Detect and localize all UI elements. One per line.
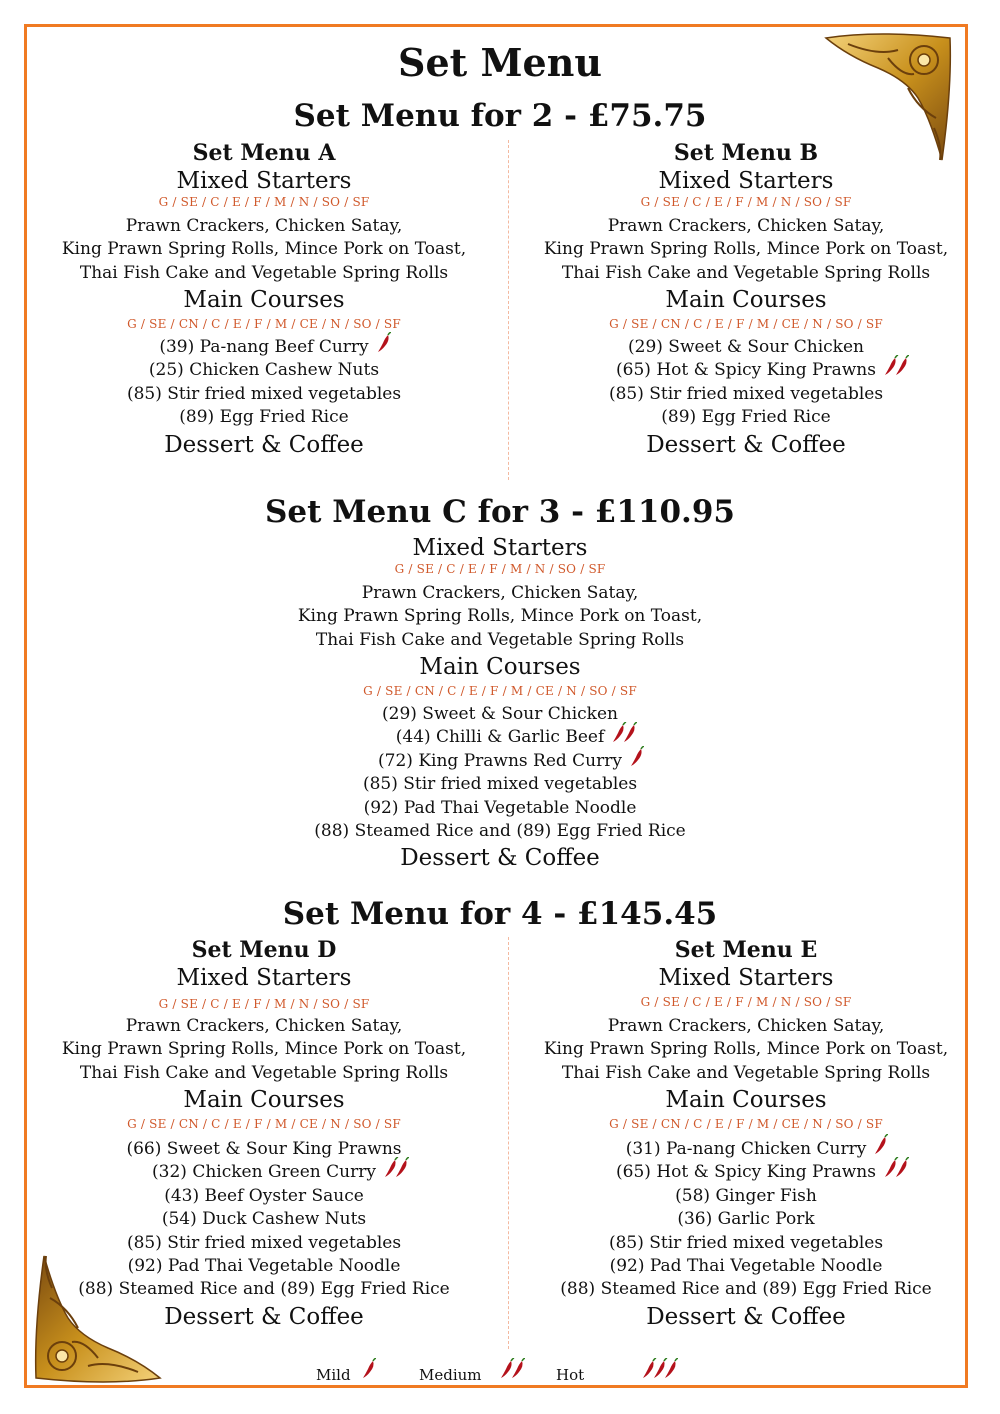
spice-indicator	[630, 746, 644, 775]
dish-name: (32) Chicken Green Curry	[152, 1162, 376, 1183]
dish-name: (92) Pad Thai Vegetable Noodle	[609, 1255, 883, 1276]
starter-line: Prawn Crackers, Chicken Satay,	[607, 216, 885, 236]
chili-mild-icon	[377, 332, 391, 354]
starter-line: King Prawn Spring Rolls, Mince Pork on Toast,	[543, 1039, 949, 1060]
dish-line	[0, 703, 1000, 726]
dish-line	[0, 750, 1000, 773]
starters-list	[512, 1015, 980, 1085]
dish-name: (66) Sweet & Sour King Prawns	[126, 1138, 402, 1159]
mains-allergens: G / SE / CN / C / E / F / M / CE / N / SO / SF	[609, 316, 883, 331]
chili-medium-icon	[384, 1157, 409, 1179]
starters-allergens: G / SE / C / E / F / M / N / SO / SF	[158, 997, 370, 1011]
dish-name: (65) Hot & Spicy King Prawns	[616, 360, 876, 381]
legend-chili	[500, 1358, 525, 1384]
starter-line: Thai Fish Cake and Vegetable Spring Rolls	[315, 629, 685, 650]
menu-4-heading: Set Menu for 4 - £145.45	[282, 896, 718, 932]
dish-line	[512, 1278, 980, 1301]
starters-allergens: G / SE / C / E / F / M / N / SO / SF	[158, 195, 370, 209]
dish-name: (92) Pad Thai Vegetable Noodle	[363, 797, 637, 818]
dish-name: (85) Stir fried mixed vegetables	[126, 1232, 402, 1253]
dish-name: (89) Egg Fried Rice	[179, 407, 349, 428]
dish-name: (72) King Prawns Red Curry	[378, 750, 622, 771]
dish-line	[30, 359, 498, 382]
starter-line: King Prawn Spring Rolls, Mince Pork on Toast,	[543, 239, 949, 260]
starters-list	[30, 1015, 498, 1085]
dish-line	[30, 1255, 498, 1278]
set-menu-e-title: Set Menu E	[674, 937, 818, 963]
dish-name: (85) Stir fried mixed vegetables	[608, 383, 884, 404]
starter-line: Thai Fish Cake and Vegetable Spring Rolls	[79, 1062, 449, 1083]
dish-line	[0, 820, 1000, 843]
starters-list	[512, 215, 980, 285]
dish-line	[0, 797, 1000, 820]
chili-medium-icon	[884, 355, 909, 377]
starter-line: Thai Fish Cake and Vegetable Spring Rolls	[561, 1062, 931, 1083]
mains-title: Main Courses	[183, 1086, 345, 1113]
mains-allergens: G / SE / CN / C / E / F / M / CE / N / SO / SF	[127, 316, 401, 331]
mains-title: Main Courses	[665, 1086, 827, 1113]
column-divider	[508, 937, 509, 1349]
dish-line	[0, 726, 1000, 749]
dish-name: (58) Ginger Fish	[675, 1185, 817, 1206]
dish-line	[512, 1161, 980, 1184]
mains-title: Main Courses	[665, 286, 827, 313]
starters-allergens: G / SE / C / E / F / M / N / SO / SF	[640, 995, 852, 1009]
dish-name: (54) Duck Cashew Nuts	[161, 1209, 367, 1230]
dish-name: (89) Egg Fried Rice	[661, 407, 831, 428]
mains-list	[512, 1138, 980, 1302]
set-menu-b	[512, 140, 980, 458]
dish-line	[30, 1232, 498, 1255]
dish-line	[512, 359, 980, 382]
starter-line: Prawn Crackers, Chicken Satay,	[125, 1016, 403, 1036]
chili-medium-icon	[612, 722, 637, 744]
dish-line	[30, 1138, 498, 1161]
starters-title: Mixed Starters	[658, 168, 834, 194]
mains-list	[0, 703, 1000, 843]
dish-line	[512, 1208, 980, 1231]
dish-line	[512, 1255, 980, 1278]
dish-line	[30, 1161, 498, 1184]
starters-title: Mixed Starters	[176, 168, 352, 194]
starter-line: Thai Fish Cake and Vegetable Spring Rolls	[561, 262, 931, 283]
legend-medium-label: Medium	[419, 1366, 482, 1384]
legend-mild-label: Mild	[316, 1366, 351, 1384]
mains-list	[30, 336, 498, 430]
starters-allergens: G / SE / C / E / F / M / N / SO / SF	[640, 195, 852, 209]
dessert-line: Dessert & Coffee	[646, 431, 846, 458]
dish-line	[30, 1185, 498, 1208]
starters-allergens: G / SE / C / E / F / M / N / SO / SF	[394, 562, 606, 576]
dish-name: (85) Stir fried mixed vegetables	[126, 383, 402, 404]
chili-medium-icon	[884, 1157, 909, 1179]
starters-list	[30, 215, 498, 285]
mains-allergens: G / SE / CN / C / E / F / M / CE / N / SO / SF	[127, 1116, 401, 1131]
starters-title: Mixed Starters	[176, 965, 352, 991]
set-menu-e	[512, 937, 980, 1330]
set-menu-a-title: Set Menu A	[192, 140, 336, 166]
dish-name: (85) Stir fried mixed vegetables	[608, 1232, 884, 1253]
starter-line: King Prawn Spring Rolls, Mince Pork on Toast,	[61, 1039, 467, 1060]
dish-name: (92) Pad Thai Vegetable Noodle	[127, 1255, 401, 1276]
dish-name: (31) Pa-nang Chicken Curry	[625, 1138, 867, 1159]
dish-name: (65) Hot & Spicy King Prawns	[616, 1162, 876, 1183]
dish-name: (39) Pa-nang Beef Curry	[159, 336, 369, 357]
dish-name: (88) Steamed Rice and (89) Egg Fried Rice	[314, 820, 686, 841]
page-title: Set Menu	[398, 40, 602, 85]
chili-hot-icon	[642, 1358, 678, 1380]
dish-name: (43) Beef Oyster Sauce	[164, 1185, 364, 1206]
starters-list	[0, 582, 1000, 652]
set-menu-a	[30, 140, 498, 458]
dish-name: (36) Garlic Pork	[677, 1209, 815, 1230]
chili-mild-icon	[362, 1358, 376, 1380]
dessert-line: Dessert & Coffee	[164, 1303, 364, 1330]
set-menu-b-title: Set Menu B	[673, 140, 819, 166]
mains-allergens: G / SE / CN / C / E / F / M / CE / N / SO / SF	[609, 1116, 883, 1131]
chili-mild-icon	[874, 1134, 888, 1156]
chili-mild-icon	[630, 746, 644, 768]
column-divider	[508, 140, 509, 480]
dessert-line: Dessert & Coffee	[164, 431, 364, 458]
menu-2-heading: Set Menu for 2 - £75.75	[293, 98, 707, 134]
mains-list	[30, 1138, 498, 1302]
starters-title: Mixed Starters	[412, 535, 588, 561]
set-menu-d	[30, 937, 498, 1330]
menu-c-heading: Set Menu C for 3 - £110.95	[265, 494, 735, 530]
starter-line: King Prawn Spring Rolls, Mince Pork on Toast,	[61, 239, 467, 260]
dish-name: (88) Steamed Rice and (89) Egg Fried Rice	[78, 1279, 450, 1300]
dish-line	[30, 1208, 498, 1231]
chili-medium-icon	[500, 1358, 525, 1380]
dish-line	[30, 336, 498, 359]
mains-list	[512, 336, 980, 430]
dish-line	[512, 1185, 980, 1208]
set-menu-c	[0, 535, 1000, 871]
legend-chili	[362, 1358, 376, 1384]
starter-line: Thai Fish Cake and Vegetable Spring Rolls	[79, 262, 449, 283]
mains-title: Main Courses	[419, 653, 581, 680]
dish-name: (44) Chilli & Garlic Beef	[395, 727, 605, 748]
dish-line	[30, 383, 498, 406]
mains-title: Main Courses	[183, 286, 345, 313]
dessert-line: Dessert & Coffee	[400, 845, 600, 872]
spice-indicator	[884, 1157, 909, 1186]
dish-name: (88) Steamed Rice and (89) Egg Fried Rice	[560, 1279, 932, 1300]
legend-chili	[642, 1358, 678, 1384]
dessert-line: Dessert & Coffee	[646, 1303, 846, 1330]
dish-name: (29) Sweet & Sour Chicken	[382, 703, 618, 724]
dish-name: (25) Chicken Cashew Nuts	[148, 360, 380, 381]
mains-allergens: G / SE / CN / C / E / F / M / CE / N / SO / SF	[363, 683, 637, 698]
starters-title: Mixed Starters	[658, 965, 834, 991]
dish-line	[512, 406, 980, 429]
starter-line: Prawn Crackers, Chicken Satay,	[125, 216, 403, 236]
starter-line: Prawn Crackers, Chicken Satay,	[361, 583, 639, 603]
starter-line: Prawn Crackers, Chicken Satay,	[607, 1016, 885, 1036]
starter-line: King Prawn Spring Rolls, Mince Pork on Toast,	[297, 606, 703, 627]
spice-indicator	[884, 355, 909, 384]
spice-indicator	[384, 1157, 409, 1186]
dish-line	[512, 1232, 980, 1255]
dish-line	[30, 406, 498, 429]
dish-line	[30, 1278, 498, 1301]
dish-line	[512, 336, 980, 359]
dish-name: (85) Stir fried mixed vegetables	[362, 774, 638, 795]
set-menu-d-title: Set Menu D	[191, 937, 337, 963]
dish-line	[512, 1138, 980, 1161]
spice-indicator	[377, 332, 391, 361]
dish-line	[512, 383, 980, 406]
legend-hot-label: Hot	[556, 1366, 585, 1384]
dish-name: (29) Sweet & Sour Chicken	[628, 336, 864, 357]
dish-line	[0, 773, 1000, 796]
